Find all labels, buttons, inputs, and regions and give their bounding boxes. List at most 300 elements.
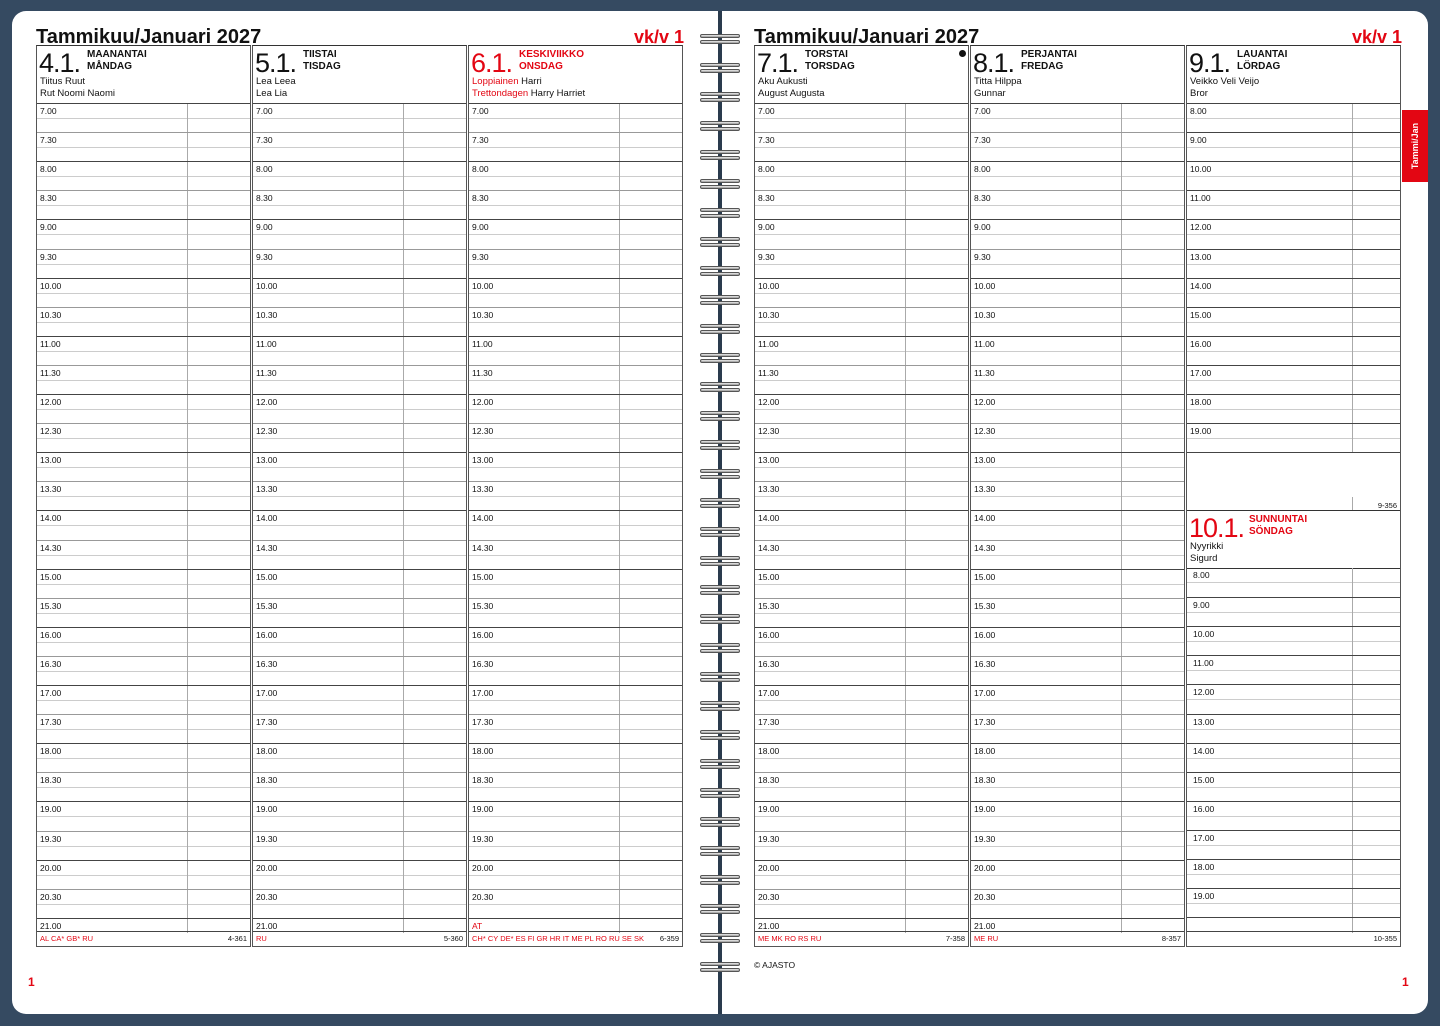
time-slot[interactable]: [971, 772, 1184, 802]
slot-divider: [971, 555, 1184, 556]
time-slot[interactable]: [37, 743, 250, 773]
time-slot[interactable]: [469, 336, 682, 366]
slot-divider: [37, 671, 250, 672]
time-slot[interactable]: [971, 801, 1184, 831]
time-label: 16.00: [758, 629, 780, 640]
time-slot[interactable]: [971, 481, 1184, 511]
time-slot[interactable]: [755, 656, 968, 686]
time-slot[interactable]: [755, 365, 968, 395]
column-divider: [403, 366, 404, 395]
time-slot[interactable]: [971, 278, 1184, 308]
time-slot[interactable]: [469, 569, 682, 599]
time-slot[interactable]: [253, 540, 466, 570]
time-slot[interactable]: [253, 103, 466, 133]
time-label: 12.00: [256, 397, 278, 407]
time-slot[interactable]: [253, 743, 466, 773]
time-label: 13.00: [1193, 716, 1215, 727]
time-slot[interactable]: [469, 103, 682, 133]
time-slot[interactable]: [755, 481, 968, 511]
time-slot[interactable]: [755, 336, 968, 366]
time-slot[interactable]: [755, 103, 968, 133]
time-slot[interactable]: [1187, 626, 1400, 656]
column-divider: [1121, 453, 1122, 482]
day-number: 7.1.: [757, 48, 799, 78]
time-label: 21.00: [758, 920, 780, 931]
time-slot[interactable]: [755, 132, 968, 162]
day-name: [87, 49, 147, 73]
time-slot[interactable]: [37, 190, 250, 220]
time-slot[interactable]: [37, 132, 250, 162]
time-slot[interactable]: [1187, 772, 1400, 802]
time-slot[interactable]: [755, 510, 968, 540]
column-divider: [1121, 133, 1122, 162]
time-label: 8.00: [1193, 570, 1210, 580]
time-slot[interactable]: [37, 569, 250, 599]
column-divider: [619, 802, 620, 831]
time-slot[interactable]: [469, 685, 682, 715]
time-slot[interactable]: [971, 365, 1184, 395]
time-slot[interactable]: [1187, 103, 1400, 133]
time-label: 20.30: [40, 891, 62, 902]
spiral-ring: [700, 527, 740, 539]
time-label: 15.30: [758, 600, 780, 611]
time-slot[interactable]: [253, 772, 466, 802]
column-divider: [403, 541, 404, 570]
column-divider: [403, 861, 404, 890]
column-divider: [1352, 685, 1353, 714]
time-slot[interactable]: [1187, 219, 1400, 249]
time-slot[interactable]: [971, 219, 1184, 249]
time-slot[interactable]: [37, 540, 250, 570]
column-divider: [187, 308, 188, 337]
time-label: 19.00: [974, 804, 996, 815]
name-day-line: Veikko Veli Veijo: [1190, 76, 1260, 87]
time-slot[interactable]: [469, 132, 682, 162]
time-slot[interactable]: [469, 394, 682, 424]
time-label: 16.00: [256, 629, 278, 640]
time-slot[interactable]: [253, 278, 466, 308]
slot-divider: [1187, 176, 1400, 177]
time-slot[interactable]: [253, 831, 466, 861]
column-divider: [1121, 279, 1122, 308]
time-slot[interactable]: [469, 423, 682, 453]
column-divider: [403, 715, 404, 744]
time-slot[interactable]: [253, 569, 466, 599]
time-label: 11.00: [758, 338, 779, 349]
time-label: 19.30: [974, 833, 996, 844]
time-slot[interactable]: [37, 394, 250, 424]
time-slot[interactable]: [755, 685, 968, 715]
column-divider: [187, 220, 188, 249]
slot-divider: [971, 467, 1184, 468]
time-slot[interactable]: [755, 249, 968, 279]
time-slot[interactable]: [469, 510, 682, 540]
time-slot[interactable]: [755, 714, 968, 744]
time-slot[interactable]: [755, 598, 968, 628]
time-slot[interactable]: [755, 219, 968, 249]
time-slot[interactable]: [37, 481, 250, 511]
time-slot[interactable]: [1187, 161, 1400, 191]
time-slot[interactable]: [469, 452, 682, 482]
slot-divider: [469, 264, 682, 265]
slot-divider: [755, 584, 968, 585]
time-slot[interactable]: [469, 278, 682, 308]
time-slot[interactable]: [971, 249, 1184, 279]
time-slot[interactable]: [755, 831, 968, 861]
spiral-ring: [700, 34, 740, 46]
time-slot[interactable]: [971, 714, 1184, 744]
column-divider: [403, 191, 404, 220]
time-label: 18.00: [256, 746, 278, 757]
time-slot[interactable]: [469, 772, 682, 802]
time-slot[interactable]: [37, 860, 250, 890]
time-label: 17.00: [256, 688, 278, 698]
time-slot[interactable]: [253, 889, 466, 919]
slot-divider: [755, 700, 968, 701]
time-slot[interactable]: [253, 452, 466, 482]
time-slot[interactable]: [1187, 452, 1400, 511]
slot-divider: [37, 234, 250, 235]
slot-divider: [755, 176, 968, 177]
time-slot[interactable]: [971, 336, 1184, 366]
time-slot[interactable]: [37, 772, 250, 802]
slot-divider: [1187, 147, 1400, 148]
flag-days: AL CA* GB* RU: [40, 934, 94, 943]
time-label: 17.00: [1193, 832, 1215, 843]
time-slot[interactable]: [755, 540, 968, 570]
slot-divider: [1187, 351, 1400, 352]
time-label: 14.00: [1190, 280, 1212, 291]
time-slot[interactable]: [971, 103, 1184, 133]
time-slot[interactable]: [37, 685, 250, 715]
time-slot[interactable]: [755, 161, 968, 191]
time-slot[interactable]: [253, 219, 466, 249]
time-slot[interactable]: [469, 219, 682, 249]
time-label: 13.30: [758, 484, 780, 495]
column-divider: [403, 250, 404, 279]
time-slot[interactable]: [755, 860, 968, 890]
day-of-year: 10-355: [1373, 934, 1397, 943]
name-days: [256, 76, 296, 100]
day-column: [468, 45, 683, 947]
time-slot[interactable]: [971, 860, 1184, 890]
slot-divider: [1187, 380, 1400, 381]
column-divider: [187, 395, 188, 424]
time-slot[interactable]: [1187, 336, 1400, 366]
slot-divider: [971, 584, 1184, 585]
time-slot[interactable]: [37, 103, 250, 133]
spiral-ring: [700, 92, 740, 104]
time-slot[interactable]: [755, 569, 968, 599]
time-slot[interactable]: [37, 219, 250, 249]
time-label: 11.30: [758, 367, 779, 378]
time-slot[interactable]: [37, 365, 250, 395]
time-slot[interactable]: [469, 889, 682, 919]
time-slot[interactable]: [755, 743, 968, 773]
column-divider: [187, 599, 188, 628]
slot-divider: [755, 787, 968, 788]
time-slot[interactable]: [971, 452, 1184, 482]
time-slot[interactable]: [971, 540, 1184, 570]
time-slot[interactable]: [1187, 684, 1400, 714]
column-divider: [1121, 511, 1122, 540]
time-slot[interactable]: [1187, 365, 1400, 395]
slot-divider: [971, 438, 1184, 439]
time-slot[interactable]: [755, 627, 968, 657]
time-label: 11.30: [256, 367, 277, 378]
time-slot[interactable]: [253, 249, 466, 279]
time-slot[interactable]: [971, 831, 1184, 861]
slot-divider: [253, 525, 466, 526]
time-slot[interactable]: [37, 889, 250, 919]
time-slot[interactable]: [253, 307, 466, 337]
time-slot[interactable]: [469, 714, 682, 744]
time-label: 18.00: [40, 746, 62, 757]
time-slot[interactable]: [253, 656, 466, 686]
slot-divider: [1187, 118, 1400, 119]
name-days: [1190, 541, 1223, 565]
name-day-line: Titta Hilppa: [974, 76, 1022, 87]
time-slot[interactable]: [755, 772, 968, 802]
slot-divider: [253, 147, 466, 148]
slot-divider: [755, 875, 968, 876]
time-label: 18.00: [1193, 862, 1215, 872]
time-slot[interactable]: [253, 161, 466, 191]
day-name-fi: TIISTAI: [303, 49, 337, 60]
column-divider: [619, 337, 620, 366]
time-slot[interactable]: [755, 307, 968, 337]
time-label: 10.30: [256, 309, 278, 320]
time-slot[interactable]: [1187, 249, 1400, 279]
time-slot[interactable]: [37, 423, 250, 453]
time-label: 11.00: [256, 338, 277, 349]
time-slot[interactable]: [1187, 132, 1400, 162]
time-slot[interactable]: [1187, 278, 1400, 308]
time-slot[interactable]: [1187, 597, 1400, 627]
slot-divider: [469, 380, 682, 381]
time-slot[interactable]: [1187, 655, 1400, 685]
time-slot[interactable]: [37, 627, 250, 657]
slot-divider: [37, 322, 250, 323]
slot-divider: [37, 351, 250, 352]
name-day-text: Harry Harriet: [528, 88, 586, 99]
time-label: 20.30: [256, 891, 278, 902]
slot-divider: [37, 176, 250, 177]
month-tab[interactable]: Tammi/Jan: [1402, 110, 1428, 182]
time-slot[interactable]: [755, 889, 968, 919]
time-slot[interactable]: [971, 627, 1184, 657]
column-divider: [619, 424, 620, 453]
time-slot[interactable]: [469, 249, 682, 279]
time-label: 17.00: [974, 688, 996, 698]
time-slot[interactable]: [971, 656, 1184, 686]
time-label: 9.00: [256, 222, 273, 233]
column-divider: [1121, 191, 1122, 220]
time-slot[interactable]: [469, 190, 682, 220]
spiral-ring: [700, 817, 740, 829]
time-slot[interactable]: [469, 627, 682, 657]
time-label: 20.00: [758, 862, 780, 873]
time-slot[interactable]: [971, 743, 1184, 773]
time-label: 9.30: [40, 251, 57, 262]
time-label: 19.00: [758, 804, 780, 815]
time-slot[interactable]: [37, 452, 250, 482]
time-label: 14.00: [974, 513, 996, 524]
column-divider: [1121, 802, 1122, 831]
time-slot[interactable]: [253, 685, 466, 715]
column-divider: [1121, 162, 1122, 191]
time-slot[interactable]: [971, 685, 1184, 715]
spiral-ring: [700, 324, 740, 336]
time-label: 12.30: [40, 426, 62, 437]
day-of-year: 9-356: [1377, 500, 1397, 510]
slot-divider: [1187, 670, 1400, 671]
time-slot[interactable]: [971, 161, 1184, 191]
time-slot[interactable]: [253, 423, 466, 453]
time-slot[interactable]: [755, 190, 968, 220]
slot-divider: [469, 700, 682, 701]
time-slot[interactable]: [469, 307, 682, 337]
time-slot[interactable]: [37, 831, 250, 861]
name-day-line: Lea Lia: [256, 88, 288, 99]
column-divider: [403, 104, 404, 133]
slot-divider: [37, 147, 250, 148]
column-divider: [905, 395, 906, 424]
time-slot[interactable]: [37, 656, 250, 686]
time-slot[interactable]: [253, 190, 466, 220]
time-slot[interactable]: [37, 249, 250, 279]
time-slot[interactable]: [37, 336, 250, 366]
time-label: 11.30: [472, 367, 493, 378]
time-slot[interactable]: [469, 481, 682, 511]
time-slot[interactable]: [37, 278, 250, 308]
name-day-line: Rut Noomi Naomi: [40, 88, 115, 99]
time-slot[interactable]: [253, 394, 466, 424]
time-slot[interactable]: [1187, 888, 1400, 918]
column-divider: [905, 773, 906, 802]
time-slot[interactable]: [253, 627, 466, 657]
time-slot[interactable]: [755, 801, 968, 831]
time-label: 13.30: [472, 484, 494, 495]
time-slot[interactable]: [253, 481, 466, 511]
spiral-ring: [700, 440, 740, 452]
slot-divider: [755, 118, 968, 119]
column-divider: [1121, 482, 1122, 511]
time-slot[interactable]: [971, 132, 1184, 162]
column-divider: [905, 279, 906, 308]
time-label: 15.30: [472, 600, 494, 611]
spiral-ring: [700, 933, 740, 945]
time-slot[interactable]: [253, 801, 466, 831]
time-label: 16.00: [1190, 338, 1212, 349]
column-divider: [1121, 890, 1122, 919]
time-slot[interactable]: [469, 365, 682, 395]
time-label: 17.00: [40, 688, 62, 698]
time-label: 15.00: [758, 571, 780, 582]
time-slot[interactable]: [469, 656, 682, 686]
slot-divider: [253, 264, 466, 265]
time-label: 12.30: [758, 426, 780, 437]
time-slot[interactable]: [971, 569, 1184, 599]
time-slot[interactable]: [469, 831, 682, 861]
time-slot[interactable]: [253, 132, 466, 162]
spiral-ring: [700, 962, 740, 974]
time-slot[interactable]: [37, 714, 250, 744]
time-slot[interactable]: [37, 598, 250, 628]
spiral-ring: [700, 556, 740, 568]
time-slot[interactable]: [37, 307, 250, 337]
time-slot[interactable]: [469, 540, 682, 570]
time-slot[interactable]: [1187, 190, 1400, 220]
slot-divider: [253, 380, 466, 381]
column-divider: [187, 744, 188, 773]
time-slot[interactable]: [469, 860, 682, 890]
time-label: 12.30: [472, 426, 494, 437]
time-slot[interactable]: [469, 743, 682, 773]
time-slot[interactable]: [253, 510, 466, 540]
time-slot[interactable]: [1187, 307, 1400, 337]
time-label: 11.30: [40, 367, 61, 378]
time-label: 15.00: [472, 571, 494, 582]
slot-divider: [755, 846, 968, 847]
column-divider: [187, 890, 188, 919]
time-label: 8.30: [40, 193, 57, 204]
day-name-sv: LÖRDAG: [1237, 61, 1281, 72]
time-slot[interactable]: [253, 860, 466, 890]
name-day-line: Lea Leea: [256, 76, 296, 87]
time-slot[interactable]: [971, 423, 1184, 453]
time-slot[interactable]: [1187, 568, 1400, 597]
time-slot[interactable]: [971, 307, 1184, 337]
time-label: 15.30: [974, 600, 996, 611]
time-slot[interactable]: [253, 336, 466, 366]
time-slot[interactable]: [755, 423, 968, 453]
time-slot[interactable]: [1187, 801, 1400, 831]
time-slot[interactable]: [1187, 394, 1400, 424]
time-slot[interactable]: [1187, 423, 1400, 453]
time-slot[interactable]: [971, 190, 1184, 220]
time-slot[interactable]: [1187, 743, 1400, 773]
time-slot[interactable]: [971, 598, 1184, 628]
time-slot[interactable]: [755, 394, 968, 424]
time-slot[interactable]: [37, 161, 250, 191]
slot-divider: [253, 816, 466, 817]
time-slot[interactable]: [37, 801, 250, 831]
column-divider: [1121, 686, 1122, 715]
time-label: 13.00: [1190, 251, 1212, 262]
slot-divider: [755, 264, 968, 265]
name-day-line: Sigurd: [1190, 553, 1218, 564]
time-slot[interactable]: [469, 598, 682, 628]
time-slot[interactable]: [755, 278, 968, 308]
time-slot[interactable]: [253, 714, 466, 744]
time-slot[interactable]: [971, 889, 1184, 919]
time-slot[interactable]: [253, 598, 466, 628]
time-slot[interactable]: [1187, 859, 1400, 889]
time-slot[interactable]: [469, 801, 682, 831]
time-slot[interactable]: [37, 510, 250, 540]
time-label: 10.00: [1193, 629, 1215, 640]
time-slot[interactable]: [971, 510, 1184, 540]
time-slot[interactable]: [755, 452, 968, 482]
time-label: 11.00: [40, 338, 61, 349]
time-slot[interactable]: [1187, 714, 1400, 744]
time-slot[interactable]: [971, 394, 1184, 424]
time-slot[interactable]: [253, 365, 466, 395]
time-slot[interactable]: [469, 161, 682, 191]
time-slot[interactable]: [1187, 830, 1400, 860]
time-label: 7.00: [974, 106, 991, 116]
